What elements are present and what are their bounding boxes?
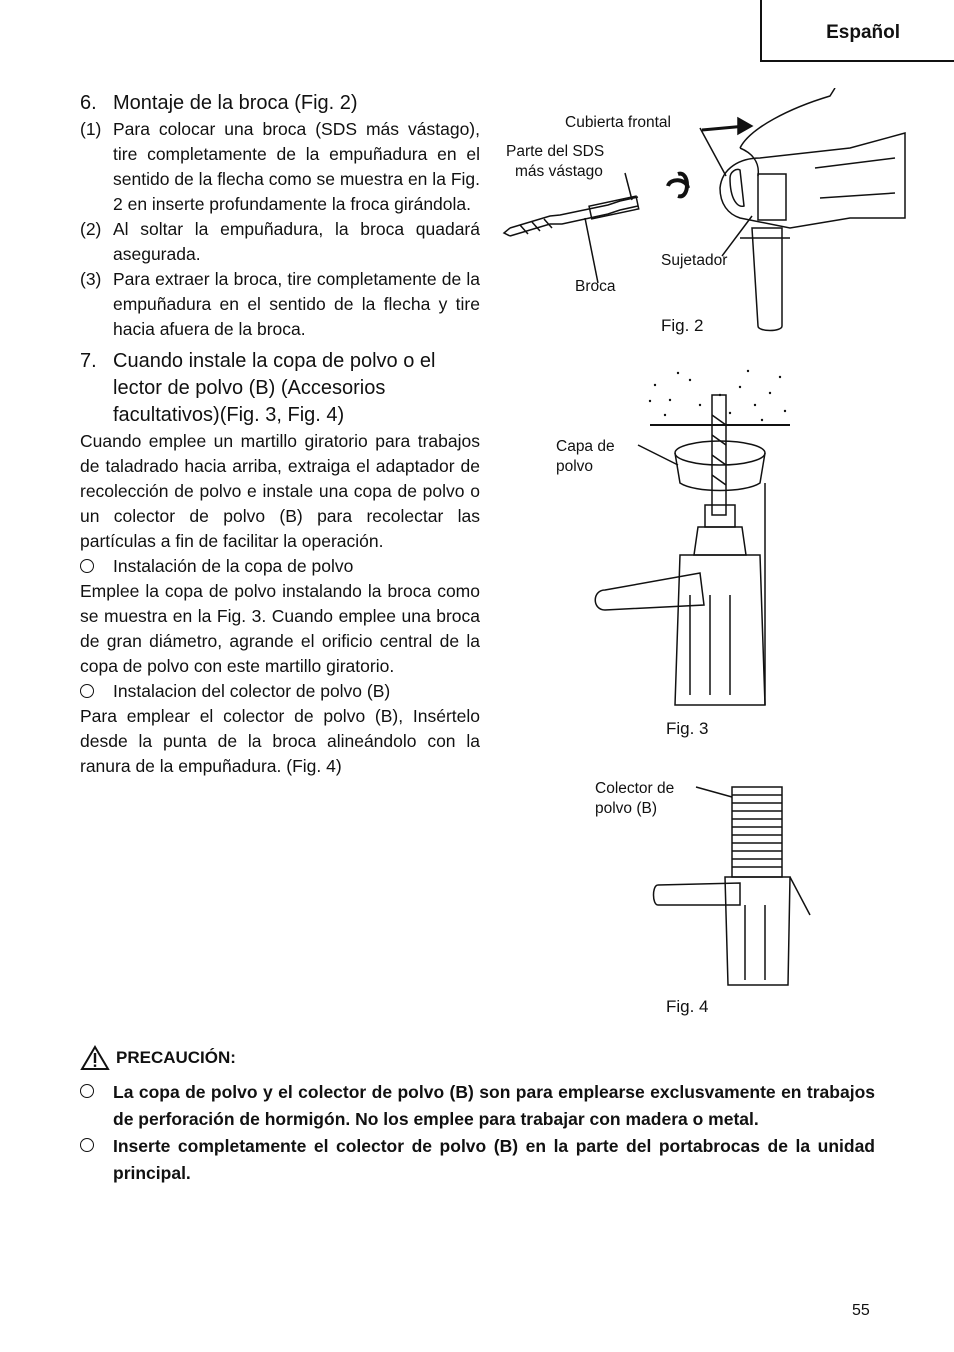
bullet-heading: Instalacion del colector de polvo (B)	[113, 681, 391, 701]
fig4-label-line1: Colector de	[595, 780, 675, 797]
language-tab	[760, 0, 954, 62]
bullet-circle-icon	[80, 1084, 94, 1098]
section-6-item-3	[80, 267, 480, 342]
section-6-item-1	[80, 117, 480, 217]
caution-block	[80, 1045, 875, 1187]
bullet-circle-icon	[80, 1138, 94, 1152]
section-7-number: 7.	[80, 350, 97, 372]
section-6-item-2	[80, 217, 480, 267]
fig2-label-front-cover: Cubierta frontal	[565, 114, 671, 131]
bullet-circle-icon	[80, 684, 94, 698]
section-6-number: 6.	[80, 92, 97, 114]
item-label: (3)	[80, 269, 102, 289]
text-column	[80, 90, 480, 779]
fig4-label-line2: polvo (B)	[595, 800, 658, 817]
section-6-heading	[80, 90, 480, 117]
section-6-title: Montaje de la broca (Fig. 2)	[113, 92, 358, 114]
item-label: (1)	[80, 119, 102, 139]
item-text: Para colocar una broca (SDS más vástago), tire completamente de la empuñadura en el sentido de la flecha como se muestra en la Fig. 2 en inserte profundamente la froca girándola.	[113, 119, 480, 214]
item-text: Para extraer la broca, tire completamente de la empuñadura en el sentido de la flecha y tire hacia afuera de la broca.	[113, 269, 480, 339]
bullet-dust-cup	[80, 554, 480, 579]
caution-title-row	[80, 1045, 875, 1071]
caution-item-1	[80, 1079, 875, 1133]
caution-text: La copa de polvo y el colector de polvo (B) son para emplearse exclusvamente en trabajos de perforación de hormigón. No los emplee para trabajar con madera o metal.	[113, 1082, 875, 1129]
fig3-label-line2: polvo	[556, 458, 594, 475]
fig4-illustration	[650, 775, 820, 990]
bullet-body: Emplee la copa de polvo instalando la broca como se muestra en la Fig. 3. Cuando emplee una broca de gran diámetro, agrande el orificio central de la copa de polvo con este martillo giratorio.	[80, 581, 480, 676]
item-text: Al soltar la empuñadura, la broca quadará asegurada.	[113, 219, 480, 264]
fig2-label-sds-line1: Parte del SDS	[506, 143, 605, 160]
warning-triangle-icon	[80, 1045, 110, 1071]
bullet-heading: Instalación de la copa de polvo	[113, 556, 354, 576]
language-label: Español	[826, 22, 900, 43]
fig2-label-bit: Broca	[575, 278, 616, 295]
fig2-illustration	[490, 88, 920, 338]
fig3-caption: Fig. 3	[666, 719, 709, 738]
bullet-body: Para emplear el colector de polvo (B), Insértelo desde la punta de la broca alineándolo con la ranura de la empuñadura. (Fig. 4)	[80, 706, 480, 776]
page-number: 55	[852, 1302, 870, 1319]
caution-title: PRECAUCIÓN:	[116, 1048, 236, 1067]
section-7-heading	[80, 348, 480, 429]
fig3-label-line1: Capa de	[556, 438, 615, 455]
section-7-intro: Cuando emplee un martillo giratorio para trabajos de taladrado hacia arriba, extraiga el adaptador de recolección de polvo e instale una copa de polvo o un colector de polvo (B) para recolectar las partículas a fin de facilitar la operación.	[80, 431, 480, 551]
item-label: (2)	[80, 219, 102, 239]
fig2-label-sds-line2: más vástago	[515, 163, 603, 180]
caution-text: Inserte completamente el colector de polvo (B) en la parte del portabrocas de la unidad principal.	[113, 1136, 875, 1183]
fig2-caption: Fig. 2	[661, 316, 704, 335]
caution-item-2	[80, 1133, 875, 1187]
fig2-label-holder: Sujetador	[661, 252, 728, 269]
fig3-illustration	[580, 365, 800, 710]
bullet-dust-collector	[80, 679, 480, 704]
fig4-caption: Fig. 4	[666, 997, 709, 1016]
bullet-circle-icon	[80, 559, 94, 573]
section-7-title: Cuando instale la copa de polvo o el lector de polvo (B) (Accesorios facultativos)(Fig. 3, Fig. 4)	[113, 350, 436, 426]
